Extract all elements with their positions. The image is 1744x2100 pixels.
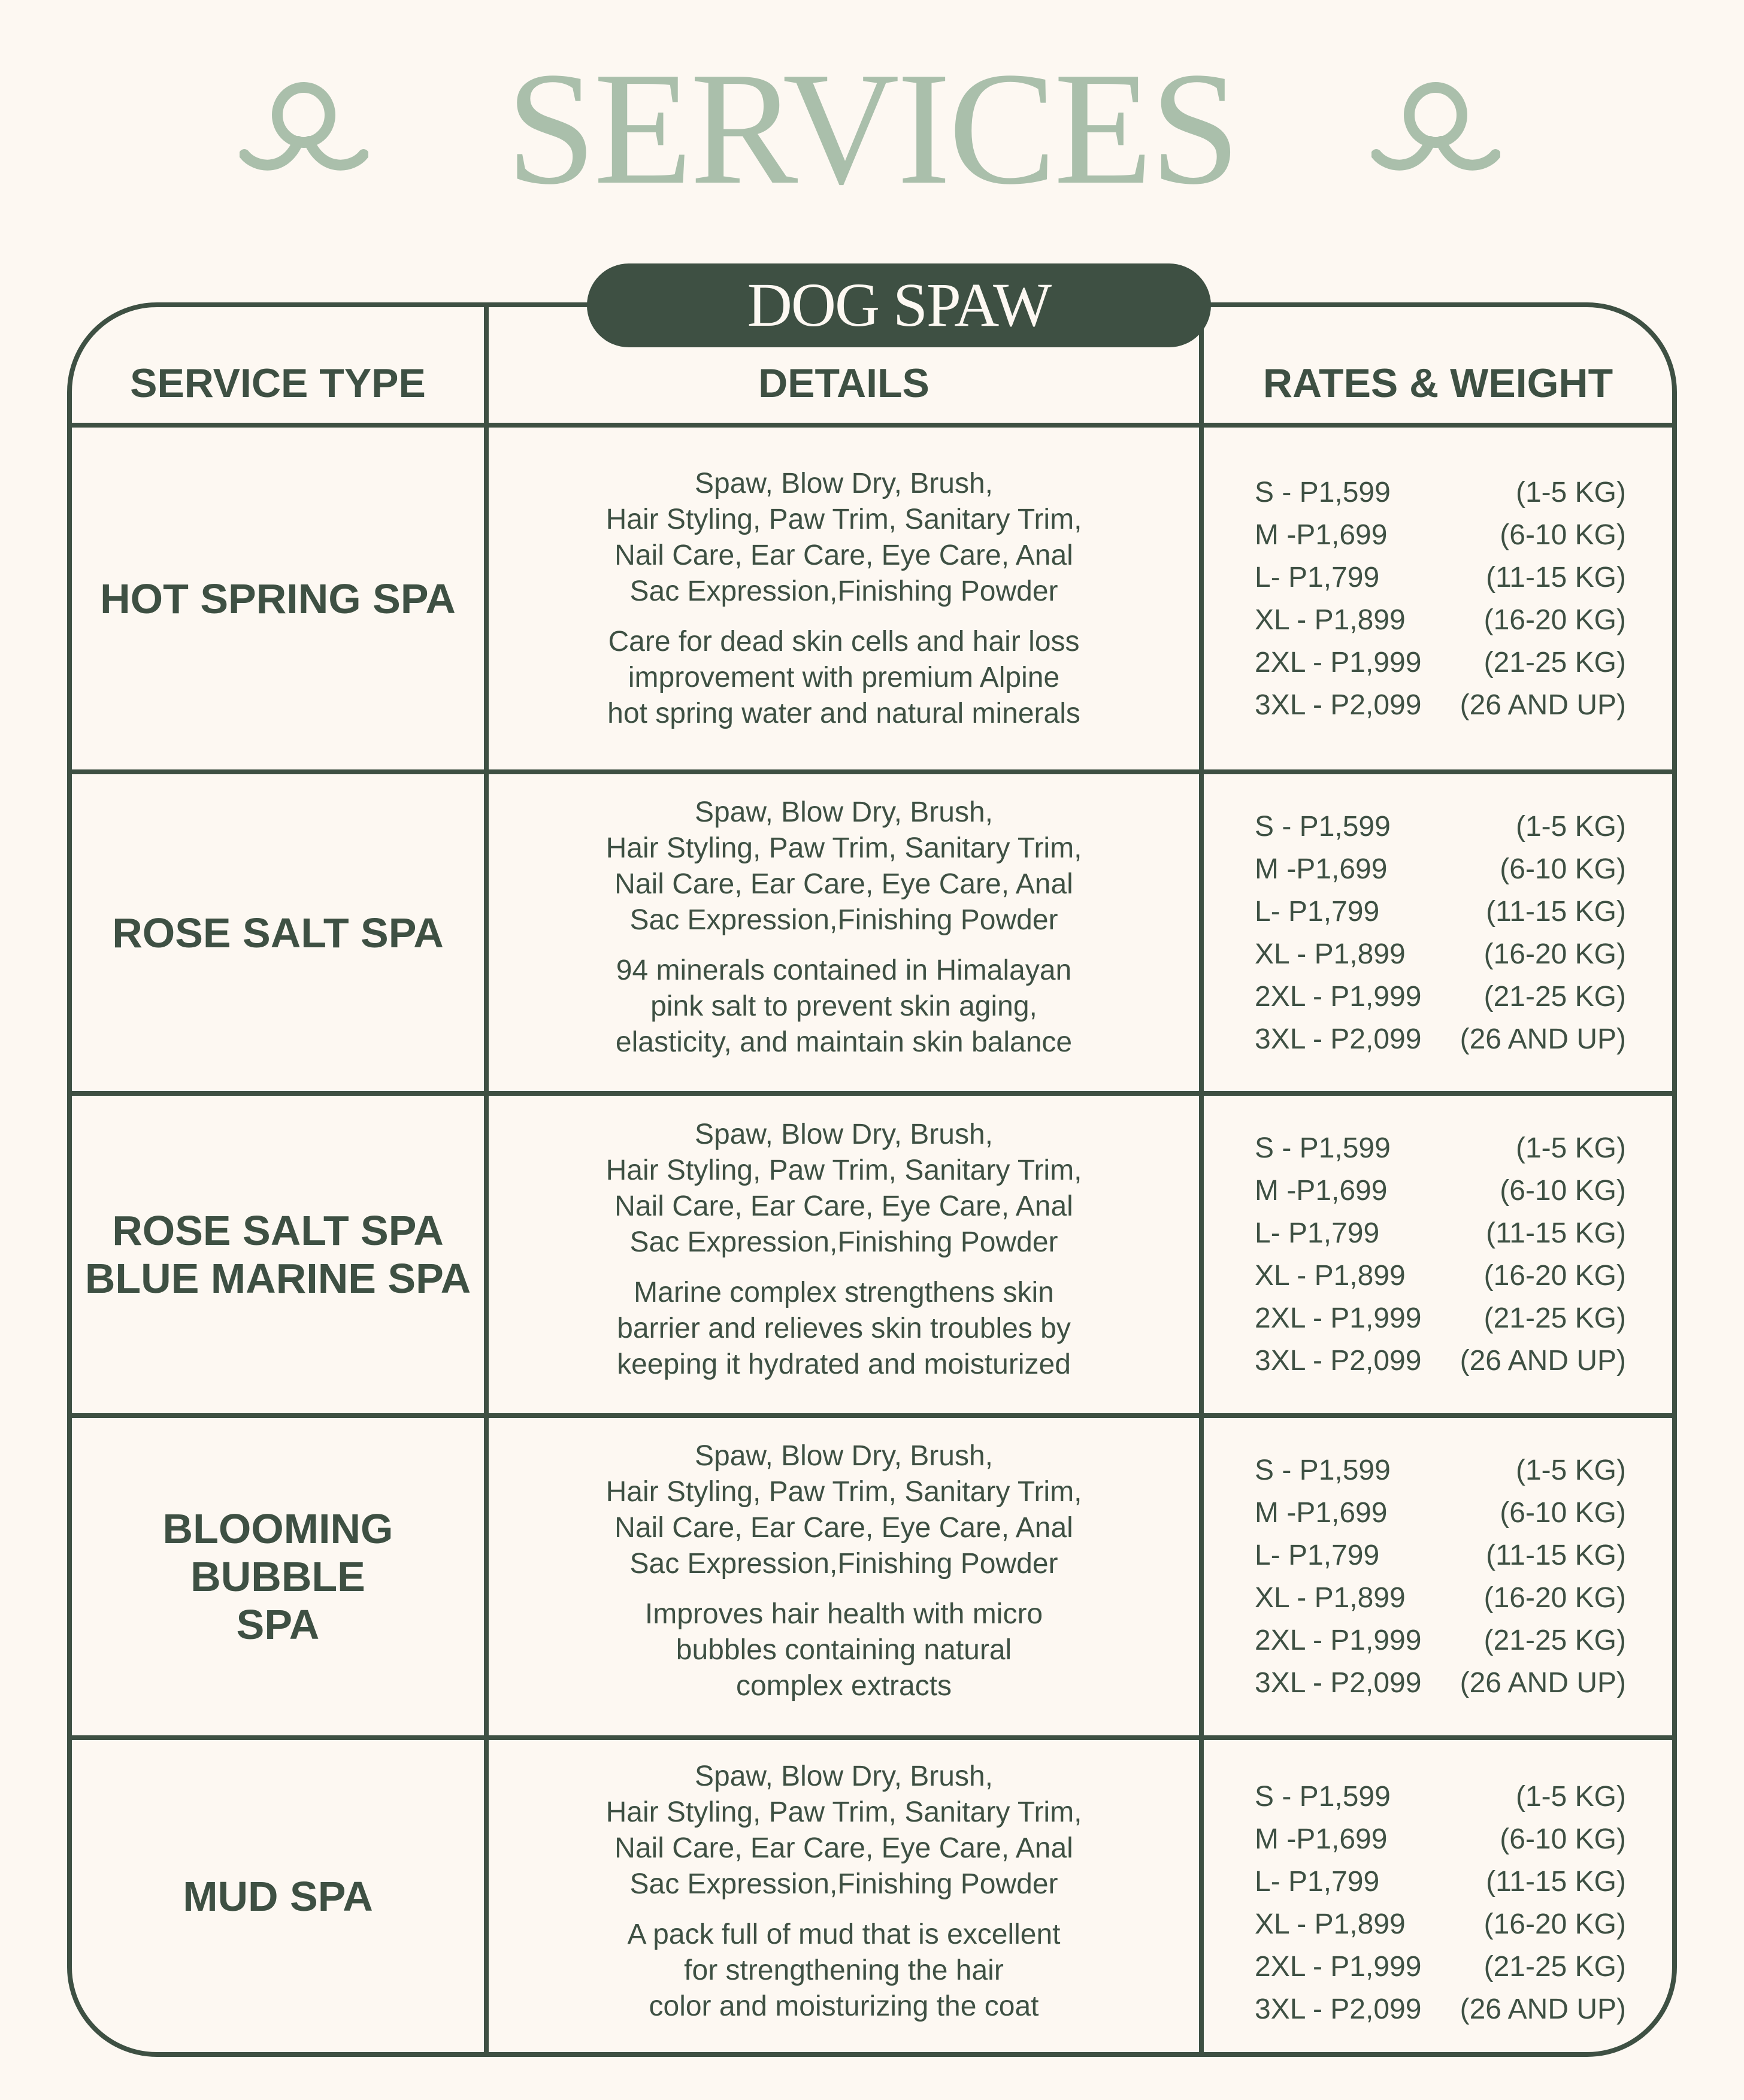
column-header-rates: RATES & WEIGHT (1262, 360, 1613, 406)
rate-size-price: L- P1,799 (1255, 562, 1380, 593)
details-cell-hot-spring-spa (489, 466, 1199, 732)
inclusion-line: Spaw, Blow Dry, Brush, (695, 1440, 993, 1472)
rate-size-price: L- P1,799 (1255, 1866, 1380, 1898)
rate-weight: (1-5 KG) (1515, 1454, 1626, 1486)
rate-weight: (6-10 KG) (1500, 853, 1626, 885)
rates-cell-blooming-bubble-spa (1255, 1449, 1626, 1704)
rate-weight: (16-20 KG) (1483, 1260, 1626, 1292)
details-cell-rose-salt-spa (489, 795, 1199, 1060)
row-divider (67, 423, 1677, 428)
description-line: color and moisturizing the coat (649, 1990, 1039, 2022)
rate-size-price: 3XL - P2,099 (1255, 1345, 1422, 1377)
service-name (183, 1872, 373, 1920)
rate-weight: (16-20 KG) (1483, 604, 1626, 636)
rate-size-price: S - P1,599 (1255, 477, 1391, 508)
rate-size-price: XL - P1,899 (1255, 938, 1406, 970)
service-inclusions (489, 795, 1199, 938)
service-description (489, 624, 1199, 732)
rate-size-price: L- P1,799 (1255, 1217, 1380, 1249)
rate-weight: (16-20 KG) (1483, 938, 1626, 970)
rate-weight: (26 AND UP) (1460, 689, 1626, 721)
section-title-badge: DOG SPAW (587, 263, 1211, 347)
description-line: for strengthening the hair (684, 1954, 1004, 1986)
rate-size-price: M -P1,699 (1255, 853, 1388, 885)
rate-size-price: 2XL - P1,999 (1255, 647, 1422, 678)
rate-size-price: 3XL - P2,099 (1255, 689, 1422, 721)
description-line: elasticity, and maintain skin balance (615, 1026, 1073, 1058)
description-line: Improves hair health with micro (644, 1598, 1043, 1630)
rate-row (1255, 1946, 1626, 1988)
rate-weight: (21-25 KG) (1483, 1625, 1626, 1656)
rate-size-price: 3XL - P2,099 (1255, 1023, 1422, 1055)
description-line: bubbles containing natural (676, 1634, 1012, 1666)
inclusion-line: Sac Expression,Finishing Powder (629, 575, 1058, 607)
inclusion-line: Nail Care, Ear Care, Eye Care, Anal (614, 540, 1073, 571)
rate-row (1255, 1577, 1626, 1619)
rate-weight: (11-15 KG) (1486, 1217, 1626, 1249)
rate-row (1255, 599, 1626, 641)
inclusion-line: Hair Styling, Paw Trim, Sanitary Trim, (605, 1796, 1082, 1828)
rate-row (1255, 975, 1626, 1018)
rate-size-price: XL - P1,899 (1255, 1582, 1406, 1614)
rate-weight: (11-15 KG) (1486, 896, 1626, 928)
inclusion-line: Sac Expression,Finishing Powder (629, 1868, 1058, 1900)
service-name (85, 1207, 471, 1302)
service-name-line: BUBBLE (190, 1553, 365, 1600)
rate-row (1255, 1662, 1626, 1704)
service-name-line: ROSE SALT SPA (112, 1207, 444, 1254)
service-name (100, 575, 456, 623)
rate-weight: (11-15 KG) (1486, 1540, 1626, 1571)
rate-size-price: L- P1,799 (1255, 896, 1380, 928)
rate-weight: (6-10 KG) (1500, 1175, 1626, 1207)
rate-row (1255, 1903, 1626, 1946)
rate-weight: (26 AND UP) (1460, 1993, 1626, 2025)
rate-size-price: S - P1,599 (1255, 1454, 1391, 1486)
rate-size-price: 2XL - P1,999 (1255, 1625, 1422, 1656)
rate-weight: (21-25 KG) (1483, 647, 1626, 678)
description-line: Care for dead skin cells and hair loss (608, 626, 1080, 657)
rate-row (1255, 1534, 1626, 1577)
description-line: complex extracts (735, 1670, 952, 1702)
rate-row (1255, 556, 1626, 599)
service-name-line: ROSE SALT SPA (112, 909, 444, 956)
inclusion-line: Hair Styling, Paw Trim, Sanitary Trim, (605, 1154, 1082, 1186)
inclusion-line: Nail Care, Ear Care, Eye Care, Anal (614, 1832, 1073, 1864)
service-name-line: HOT SPRING SPA (100, 575, 456, 622)
inclusion-line: Nail Care, Ear Care, Eye Care, Anal (614, 1512, 1073, 1544)
rate-size-price: 2XL - P1,999 (1255, 1951, 1422, 1983)
rate-row (1255, 1775, 1626, 1818)
service-type-cell-rose-salt-spa (72, 774, 484, 1091)
description-line: Marine complex strengthens skin (634, 1277, 1054, 1308)
details-cell-blue-marine-spa (489, 1117, 1199, 1383)
rate-size-price: XL - P1,899 (1255, 604, 1406, 636)
rate-size-price: 3XL - P2,099 (1255, 1993, 1422, 2025)
rate-weight: (11-15 KG) (1486, 1866, 1626, 1898)
rate-row (1255, 805, 1626, 848)
service-name-line: BLUE MARINE SPA (84, 1255, 471, 1302)
description-line: keeping it hydrated and moisturized (617, 1349, 1071, 1380)
service-type-cell-mud-spa (72, 1740, 484, 2052)
inclusion-line: Nail Care, Ear Care, Eye Care, Anal (614, 868, 1073, 900)
description-line: improvement with premium Alpine (628, 662, 1060, 693)
rate-size-price: S - P1,599 (1255, 811, 1391, 843)
inclusion-line: Spaw, Blow Dry, Brush, (695, 796, 993, 828)
row-divider (67, 1091, 1677, 1096)
service-name-line: BLOOMING (162, 1505, 393, 1552)
service-inclusions (489, 466, 1199, 610)
inclusion-line: Sac Expression,Finishing Powder (629, 904, 1058, 936)
inclusion-line: Hair Styling, Paw Trim, Sanitary Trim, (605, 504, 1082, 535)
rate-row (1255, 1449, 1626, 1492)
rate-row (1255, 1018, 1626, 1060)
inclusion-line: Sac Expression,Finishing Powder (629, 1226, 1058, 1258)
service-description (489, 1917, 1199, 2025)
description-line: hot spring water and natural minerals (607, 698, 1080, 729)
rate-weight: (6-10 KG) (1500, 1823, 1626, 1855)
rate-weight: (6-10 KG) (1500, 519, 1626, 551)
details-cell-mud-spa (489, 1759, 1199, 2025)
inclusion-line: Spaw, Blow Dry, Brush, (695, 1119, 993, 1150)
rate-row (1255, 1988, 1626, 2031)
rate-weight: (26 AND UP) (1460, 1667, 1626, 1699)
rate-row (1255, 890, 1626, 933)
service-inclusions (489, 1438, 1199, 1582)
service-name (163, 1505, 393, 1649)
rate-size-price: L- P1,799 (1255, 1540, 1380, 1571)
rate-row (1255, 1212, 1626, 1254)
rate-row (1255, 1492, 1626, 1534)
row-divider (67, 1735, 1677, 1740)
rate-weight: (21-25 KG) (1483, 1302, 1626, 1334)
description-line: A pack full of mud that is excellent (627, 1919, 1061, 1950)
service-type-cell-blooming-bubble-spa (72, 1418, 484, 1735)
page-title: SERVICES (506, 39, 1238, 218)
rate-weight: (21-25 KG) (1483, 1951, 1626, 1983)
row-divider (67, 769, 1677, 774)
rate-size-price: S - P1,599 (1255, 1132, 1391, 1164)
rate-weight: (16-20 KG) (1483, 1908, 1626, 1940)
rate-row (1255, 1127, 1626, 1169)
rate-row (1255, 848, 1626, 890)
rate-size-price: S - P1,599 (1255, 1781, 1391, 1813)
rate-size-price: 3XL - P2,099 (1255, 1667, 1422, 1699)
inclusion-line: Spaw, Blow Dry, Brush, (695, 1760, 993, 1792)
rate-weight: (11-15 KG) (1486, 562, 1626, 593)
rates-cell-hot-spring-spa (1255, 471, 1626, 726)
ornament-icon (1371, 78, 1500, 192)
rate-row (1255, 1254, 1626, 1297)
inclusion-line: Hair Styling, Paw Trim, Sanitary Trim, (605, 832, 1082, 864)
rate-row (1255, 933, 1626, 975)
rates-cell-blue-marine-spa (1255, 1127, 1626, 1382)
details-cell-blooming-bubble-spa (489, 1438, 1199, 1704)
service-description (489, 1275, 1199, 1383)
rate-row (1255, 684, 1626, 726)
rate-size-price: M -P1,699 (1255, 1497, 1388, 1529)
row-divider (67, 1413, 1677, 1418)
rate-weight: (26 AND UP) (1460, 1023, 1626, 1055)
rate-weight: (1-5 KG) (1515, 1132, 1626, 1164)
rate-size-price: M -P1,699 (1255, 1175, 1388, 1207)
rate-row (1255, 1860, 1626, 1903)
rate-weight: (1-5 KG) (1515, 477, 1626, 508)
rate-size-price: XL - P1,899 (1255, 1260, 1406, 1292)
column-header-details: DETAILS (758, 360, 929, 406)
inclusion-line: Spaw, Blow Dry, Brush, (695, 468, 993, 499)
description-line: pink salt to prevent skin aging, (650, 990, 1037, 1022)
description-line: 94 minerals contained in Himalayan (616, 954, 1072, 986)
service-name (112, 909, 444, 957)
rate-row (1255, 641, 1626, 684)
rate-weight: (26 AND UP) (1460, 1345, 1626, 1377)
rate-row (1255, 471, 1626, 514)
description-line: barrier and relieves skin troubles by (617, 1313, 1071, 1344)
rate-row (1255, 1169, 1626, 1212)
service-description (489, 1596, 1199, 1704)
rate-weight: (6-10 KG) (1500, 1497, 1626, 1529)
service-inclusions (489, 1117, 1199, 1260)
rate-weight: (21-25 KG) (1483, 981, 1626, 1013)
service-type-cell-blue-marine-spa (72, 1096, 484, 1413)
rate-row (1255, 1340, 1626, 1382)
rate-size-price: XL - P1,899 (1255, 1908, 1406, 1940)
rate-row (1255, 1619, 1626, 1662)
rate-size-price: M -P1,699 (1255, 1823, 1388, 1855)
inclusion-line: Nail Care, Ear Care, Eye Care, Anal (614, 1190, 1073, 1222)
service-inclusions (489, 1759, 1199, 1902)
rate-row (1255, 1297, 1626, 1340)
column-divider (1199, 302, 1204, 2057)
service-name-line: SPA (236, 1601, 320, 1648)
rate-size-price: 2XL - P1,999 (1255, 981, 1422, 1013)
rates-cell-rose-salt-spa (1255, 805, 1626, 1060)
inclusion-line: Hair Styling, Paw Trim, Sanitary Trim, (605, 1476, 1082, 1508)
rate-row (1255, 514, 1626, 556)
rates-cell-mud-spa (1255, 1775, 1626, 2031)
rate-size-price: 2XL - P1,999 (1255, 1302, 1422, 1334)
rate-size-price: M -P1,699 (1255, 519, 1388, 551)
column-divider (484, 302, 489, 2057)
service-description (489, 953, 1199, 1060)
service-name-line: MUD SPA (183, 1872, 373, 1920)
rate-weight: (1-5 KG) (1515, 811, 1626, 843)
rate-row (1255, 1818, 1626, 1860)
column-header-service-type: SERVICE TYPE (130, 360, 426, 406)
rate-weight: (1-5 KG) (1515, 1781, 1626, 1813)
rate-weight: (16-20 KG) (1483, 1582, 1626, 1614)
inclusion-line: Sac Expression,Finishing Powder (629, 1548, 1058, 1580)
service-type-cell-hot-spring-spa (72, 428, 484, 769)
